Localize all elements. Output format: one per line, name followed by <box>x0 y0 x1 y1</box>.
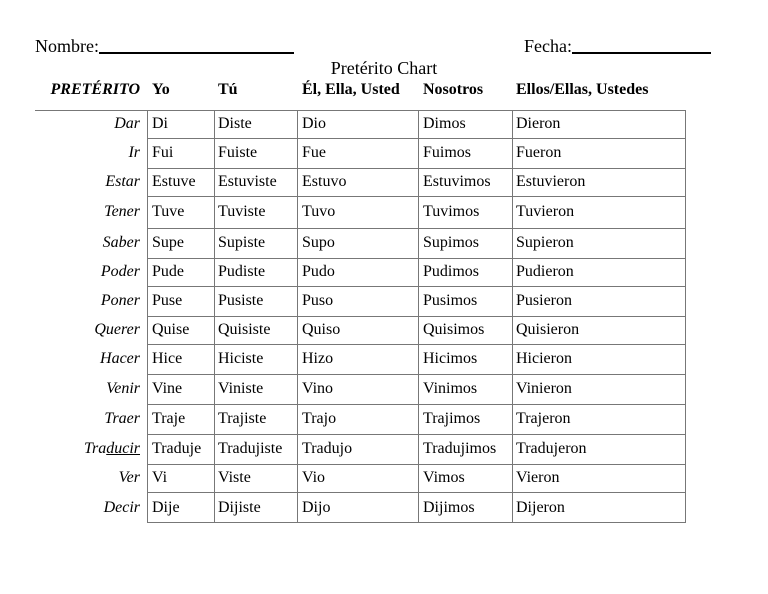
conjugation-cell-tu: Fuiste <box>218 144 258 161</box>
grid-row-divider <box>148 196 685 197</box>
conjugation-cell-nosotros: Fuimos <box>423 144 472 161</box>
conjugation-cell-el: Hizo <box>302 350 334 367</box>
conjugation-cell-nosotros: Dijimos <box>423 499 475 516</box>
conjugation-cell-el: Estuvo <box>302 173 347 190</box>
conjugation-cell-ellos: Vieron <box>516 469 560 486</box>
grid-row-divider <box>148 258 685 259</box>
conjugation-cell-tu: Estuviste <box>218 173 277 190</box>
grid-row-divider <box>148 138 685 139</box>
grid-row-divider <box>148 464 685 465</box>
verb-label: Venir <box>106 380 140 397</box>
conjugation-cell-el: Dijo <box>302 499 331 516</box>
verb-label: Hacer <box>100 350 140 367</box>
conjugation-cell-yo: Traduje <box>152 440 202 457</box>
conjugation-cell-el: Tradujo <box>302 440 353 457</box>
conjugation-cell-el: Quiso <box>302 321 341 338</box>
verb-label-stem: Tra <box>83 440 107 457</box>
conjugation-cell-yo: Di <box>152 115 168 132</box>
conjugation-cell-ellos: Quisieron <box>516 321 580 338</box>
conjugation-cell-el: Puso <box>302 292 334 309</box>
page-title: Pretérito Chart <box>330 58 438 78</box>
conjugation-cell-nosotros: Pusimos <box>423 292 478 309</box>
conjugation-cell-ellos: Vinieron <box>516 380 572 397</box>
conjugation-cell-ellos: Tradujeron <box>516 440 587 457</box>
verb-label: Tener <box>104 203 140 220</box>
conjugation-cell-ellos: Estuvieron <box>516 173 586 190</box>
conjugation-cell-tu: Dijiste <box>218 499 261 516</box>
conjugation-cell-tu: Trajiste <box>218 410 267 427</box>
conjugation-cell-el: Vio <box>302 469 326 486</box>
conjugation-cell-el: Dio <box>302 115 326 132</box>
conjugation-cell-ellos: Supieron <box>516 234 574 251</box>
conjugation-cell-tu: Diste <box>218 115 252 132</box>
conjugation-cell-yo: Vine <box>152 380 183 397</box>
verb-label: Traer <box>104 410 140 427</box>
conjugation-cell-ellos: Pusieron <box>516 292 572 309</box>
conjugation-cell-yo: Hice <box>152 350 183 367</box>
verb-label: Decir <box>103 499 140 516</box>
nombre-blank-line[interactable] <box>99 36 294 54</box>
conjugation-cell-tu: Hiciste <box>218 350 264 367</box>
conjugation-cell-yo: Traje <box>152 410 186 427</box>
grid-row-divider <box>148 434 685 435</box>
verb-label: Poder <box>100 263 140 280</box>
conjugation-cell-tu: Pudiste <box>218 263 266 280</box>
conjugation-cell-nosotros: Vimos <box>423 469 465 486</box>
fecha-blank-line[interactable] <box>572 36 711 54</box>
grid-row-divider <box>148 316 685 317</box>
verb-label: Ir <box>128 144 140 161</box>
conjugation-cell-tu: Supiste <box>218 234 266 251</box>
grid-row-divider <box>148 344 685 345</box>
conjugation-cell-ellos: Hicieron <box>516 350 572 367</box>
fecha-field <box>524 36 711 56</box>
conjugation-cell-yo: Tuve <box>152 203 185 220</box>
conjugation-cell-tu: Pusiste <box>218 292 264 309</box>
grid-row-divider <box>148 374 685 375</box>
conjugation-cell-el: Trajo <box>302 410 337 427</box>
conjugation-cell-nosotros: Trajimos <box>423 410 481 427</box>
conjugation-cell-ellos: Dijeron <box>516 499 565 516</box>
conjugation-cell-el: Supo <box>302 234 335 251</box>
conjugation-cell-tu: Quisiste <box>218 321 271 338</box>
conjugation-cell-ellos: Trajeron <box>516 410 571 427</box>
conjugation-cell-nosotros: Tradujimos <box>423 440 497 457</box>
nombre-label: Nombre: <box>35 36 99 56</box>
conjugation-cell-ellos: Tuvieron <box>516 203 575 220</box>
conjugation-cell-yo: Vi <box>152 469 168 486</box>
conjugation-cell-yo: Quise <box>152 321 190 338</box>
conjugation-cell-ellos: Dieron <box>516 115 561 132</box>
conjugation-cell-yo: Estuve <box>152 173 196 190</box>
column-header-el-ella-usted: Él, Ella, Usted <box>302 81 400 98</box>
conjugation-cell-yo: Supe <box>152 234 184 251</box>
verb-label <box>84 439 140 459</box>
verb-label: Estar <box>105 173 140 190</box>
conjugation-cell-nosotros: Dimos <box>423 115 466 132</box>
conjugation-cell-ellos: Pudieron <box>516 263 574 280</box>
conjugation-cell-nosotros: Tuvimos <box>423 203 480 220</box>
conjugation-cell-nosotros: Supimos <box>423 234 480 251</box>
verb-label: Dar <box>114 115 140 132</box>
verb-label-underlined-ending: ducir <box>106 440 140 457</box>
conjugation-cell-tu: Tradujiste <box>218 440 283 457</box>
conjugation-cell-nosotros: Vinimos <box>423 380 478 397</box>
column-header-yo: Yo <box>152 81 170 98</box>
conjugation-cell-yo: Pude <box>152 263 184 280</box>
verb-label: Poner <box>100 292 140 309</box>
column-header-tu: Tú <box>218 81 238 98</box>
grid-row-divider <box>148 492 685 493</box>
conjugation-cell-tu: Tuviste <box>218 203 266 220</box>
verb-label: Querer <box>94 321 140 338</box>
column-header-ellos-ellas-ustedes: Ellos/Ellas, Ustedes <box>516 81 649 98</box>
conjugation-cell-ellos: Fueron <box>516 144 562 161</box>
conjugation-cell-nosotros: Estuvimos <box>423 173 491 190</box>
conjugation-cell-el: Tuvo <box>302 203 336 220</box>
conjugation-cell-nosotros: Pudimos <box>423 263 480 280</box>
conjugation-cell-tu: Viste <box>218 469 251 486</box>
nombre-field <box>35 36 294 56</box>
conjugation-cell-yo: Dije <box>152 499 180 516</box>
conjugation-cell-el: Fue <box>302 144 326 161</box>
conjugation-cell-el: Pudo <box>302 263 335 280</box>
verb-label: Ver <box>118 469 140 486</box>
conjugation-cell-yo: Fui <box>152 144 174 161</box>
grid-row-divider <box>148 404 685 405</box>
grid-row-divider <box>148 286 685 287</box>
conjugation-cell-nosotros: Quisimos <box>423 321 485 338</box>
fecha-label: Fecha: <box>524 36 572 56</box>
verb-label: Saber <box>102 234 140 251</box>
conjugation-cell-nosotros: Hicimos <box>423 350 478 367</box>
column-header-nosotros: Nosotros <box>423 81 484 98</box>
grid-row-divider <box>148 228 685 229</box>
grid-row-divider <box>148 168 685 169</box>
conjugation-cell-tu: Viniste <box>218 380 264 397</box>
corner-header: PRETÉRITO <box>50 81 140 98</box>
conjugation-cell-yo: Puse <box>152 292 183 309</box>
conjugation-cell-el: Vino <box>302 380 334 397</box>
